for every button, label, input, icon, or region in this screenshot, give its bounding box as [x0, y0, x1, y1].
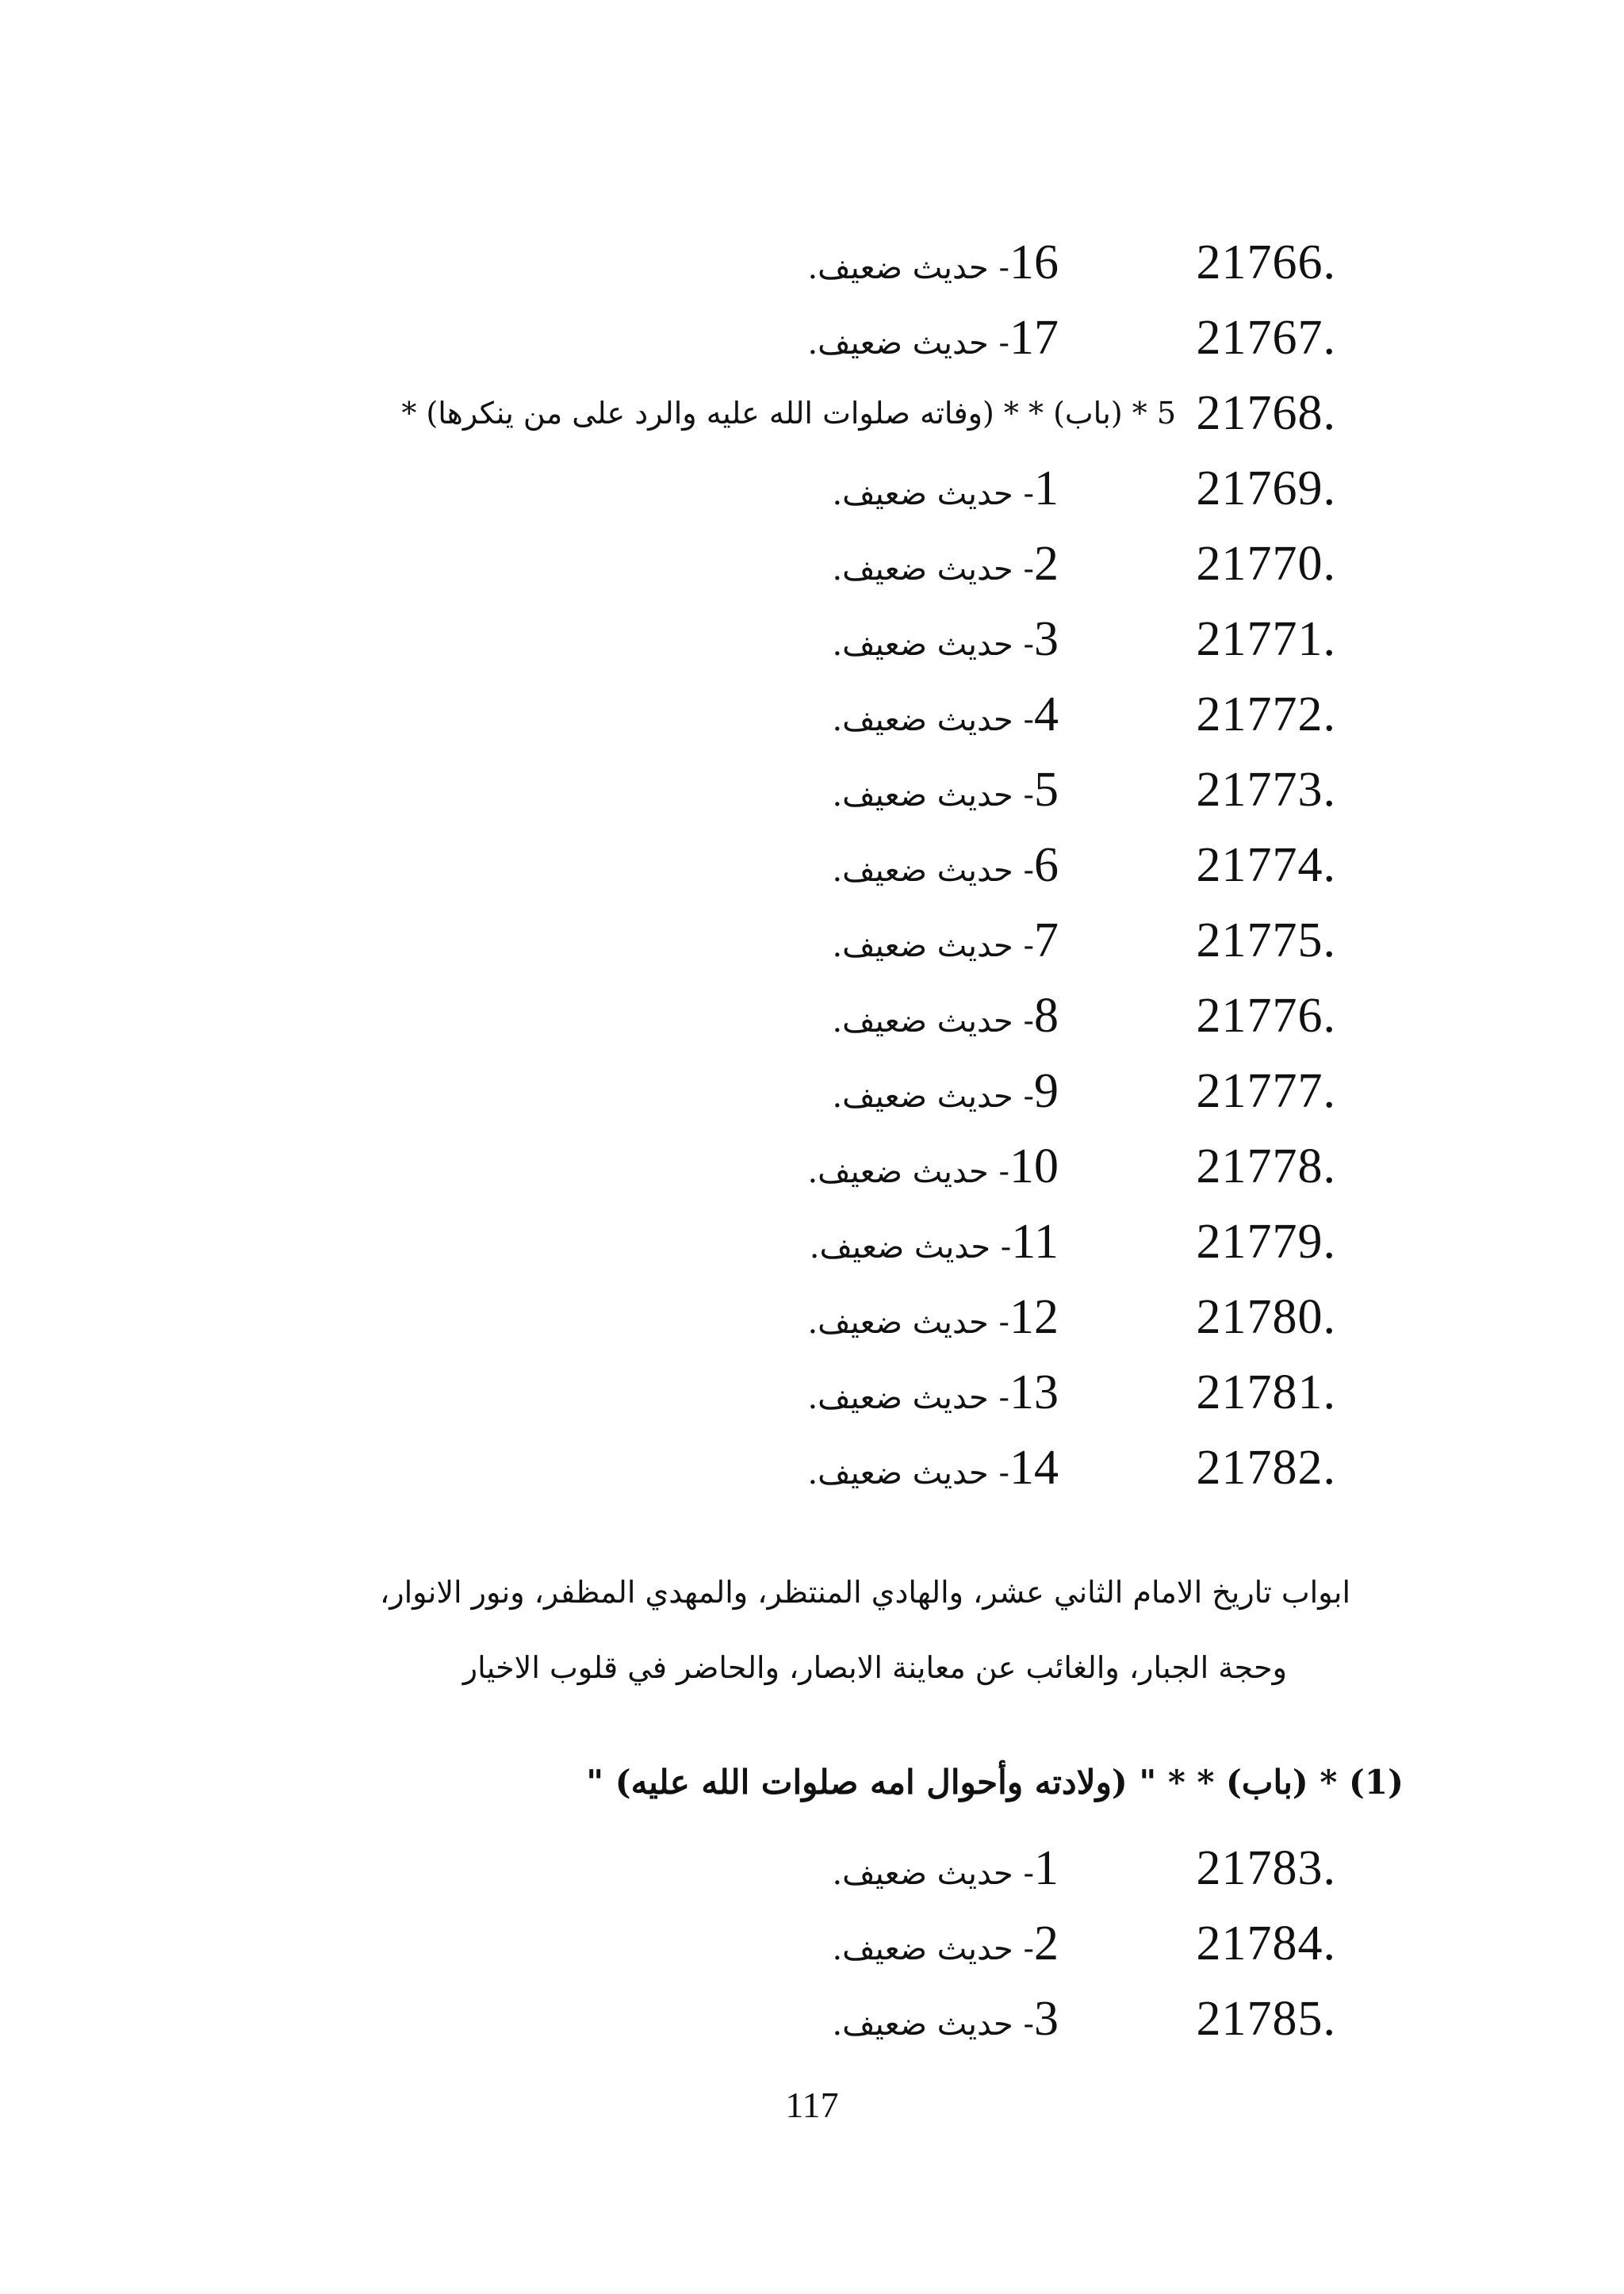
list-item	[0, 758, 1624, 821]
chapter-heading: (1) * (باب) * * " (ولادته وأحوال امه صلوات الله عليه) "	[586, 1763, 1404, 1802]
list-item	[0, 1135, 1624, 1198]
page-number: 117	[785, 2085, 839, 2125]
chapter-heading: 5 * (باب) * * (وفاته صلوات الله عليه والرد على من ينكرها) *	[401, 396, 1176, 431]
hadith-entry: 4- حديث ضعيف.	[832, 687, 1059, 741]
hadith-entry: 13- حديث ضعيف.	[807, 1365, 1059, 1419]
chapter-heading-row	[0, 381, 1624, 445]
hadith-entry: 17- حديث ضعيف.	[807, 311, 1059, 365]
list-item	[0, 1210, 1624, 1273]
hadith-number: 21774.	[1196, 838, 1336, 892]
hadith-number: 21771.	[1196, 612, 1336, 666]
hadith-number: 21779.	[1196, 1215, 1336, 1269]
hadith-entry: 2- حديث ضعيف.	[832, 1917, 1059, 1970]
hadith-number: 21784.	[1196, 1917, 1336, 1970]
hadith-entry: 7- حديث ضعيف.	[832, 913, 1059, 967]
hadith-number: 21783.	[1196, 1841, 1336, 1895]
hadith-entry: 6- حديث ضعيف.	[832, 838, 1059, 892]
hadith-number: 21778.	[1196, 1139, 1336, 1193]
list-item	[0, 1987, 1624, 2051]
hadith-entry: 5- حديث ضعيف.	[832, 763, 1059, 817]
list-item	[0, 1912, 1624, 1975]
list-item	[0, 1836, 1624, 1900]
hadith-entry: 11- حديث ضعيف.	[809, 1215, 1059, 1269]
hadith-entry: 12- حديث ضعيف.	[807, 1290, 1059, 1344]
hadith-number: 21766.	[1196, 236, 1336, 289]
list-item	[0, 833, 1624, 897]
list-item	[0, 1436, 1624, 1499]
list-item	[0, 1285, 1624, 1349]
list-item	[0, 607, 1624, 671]
hadith-entry: 1- حديث ضعيف.	[832, 461, 1059, 515]
hadith-entry: 9- حديث ضعيف.	[832, 1064, 1059, 1118]
list-item	[0, 231, 1624, 294]
list-item	[0, 532, 1624, 596]
list-item	[0, 984, 1624, 1047]
hadith-number: 21770.	[1196, 537, 1336, 591]
hadith-entry: 3- حديث ضعيف.	[832, 1992, 1059, 2046]
hadith-number: 21781.	[1196, 1365, 1336, 1419]
list-item	[0, 683, 1624, 746]
list-item	[0, 306, 1624, 370]
hadith-number: 21776.	[1196, 989, 1336, 1043]
hadith-number: 21768.	[1196, 386, 1336, 440]
hadith-number: 21772.	[1196, 687, 1336, 741]
section-title-line-2: وحجة الجبار، والغائب عن معاينة الابصار، والحاضر في قلوب الاخيار	[462, 1650, 1287, 1685]
hadith-entry: 1- حديث ضعيف.	[832, 1841, 1059, 1895]
hadith-entry: 8- حديث ضعيف.	[832, 989, 1059, 1043]
hadith-entry: 3- حديث ضعيف.	[832, 612, 1059, 666]
hadith-number: 21767.	[1196, 311, 1336, 365]
hadith-entry: 14- حديث ضعيف.	[807, 1441, 1059, 1495]
list-item	[0, 1361, 1624, 1424]
list-item	[0, 909, 1624, 972]
hadith-number: 21769.	[1196, 461, 1336, 515]
section-title-line-1: ابواب تاريخ الامام الثاني عشر، والهادي المنتظر، والمهدي المظفر، ونور الانوار،	[379, 1575, 1350, 1610]
hadith-number: 21775.	[1196, 913, 1336, 967]
hadith-number: 21785.	[1196, 1992, 1336, 2046]
hadith-entry: 2- حديث ضعيف.	[832, 537, 1059, 591]
hadith-number: 21780.	[1196, 1290, 1336, 1344]
hadith-number: 21773.	[1196, 763, 1336, 817]
hadith-entry: 16- حديث ضعيف.	[807, 236, 1059, 289]
list-item	[0, 457, 1624, 520]
hadith-entry: 10- حديث ضعيف.	[807, 1139, 1059, 1193]
hadith-number: 21777.	[1196, 1064, 1336, 1118]
hadith-number: 21782.	[1196, 1441, 1336, 1495]
list-item	[0, 1059, 1624, 1123]
